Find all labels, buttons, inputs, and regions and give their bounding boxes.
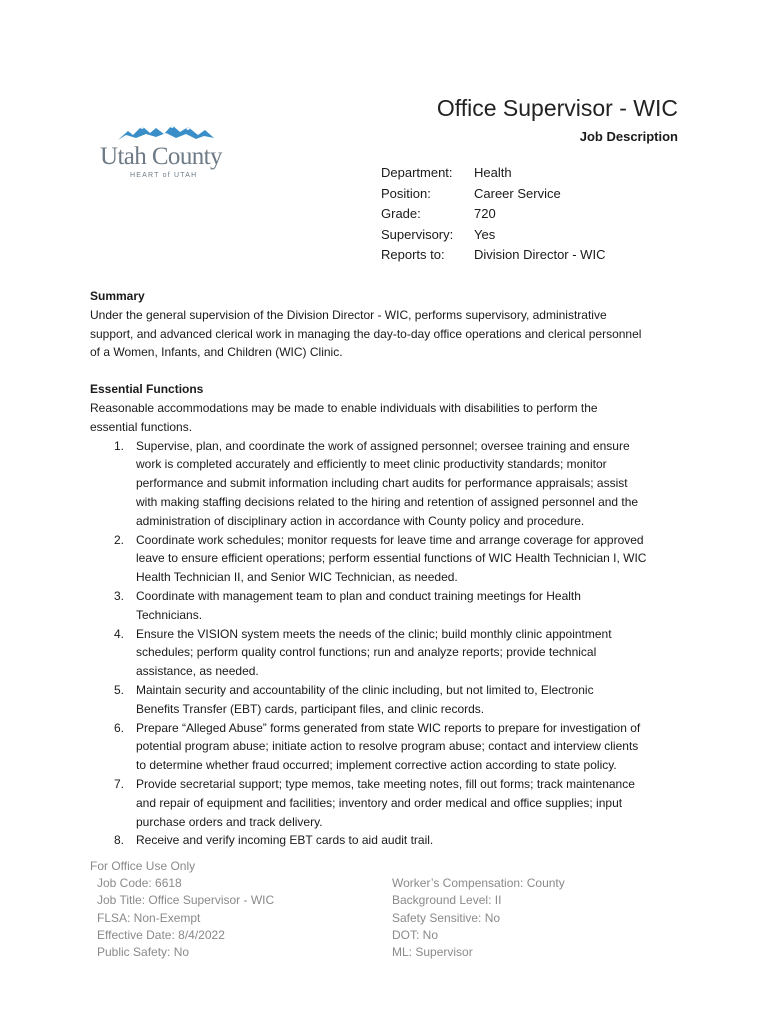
function-line: Benefits Transfer (EBT) cards, participant files, and clinic records. [136,701,485,716]
office-field: Background Level: II [392,893,502,908]
function-item [90,625,690,681]
function-line: Provide secretarial support; type memos, take meeting notes, fill out forms; track maintenance [136,776,635,791]
meta-value: 720 [474,206,496,221]
function-line: Prepare “Alleged Abuse” forms generated from state WIC reports to prepare for investigation of [136,720,641,735]
function-line: Coordinate with management team to plan and conduct training meetings for Health [136,588,581,603]
function-item [90,831,690,850]
office-field: Job Code: 6618 [97,876,182,891]
office-use-heading: For Office Use Only [90,859,196,873]
logo-tagline: HEART of UTAH [130,172,198,179]
meta-label: Supervisory: [381,226,454,242]
utah-county-logo [100,122,232,180]
meta-row [381,163,605,184]
function-number: 4. [113,626,124,641]
function-item [90,719,690,775]
office-field: Safety Sensitive: No [392,910,501,925]
function-number: 2. [113,532,124,547]
function-item [90,775,690,831]
function-item [90,681,690,719]
function-line: Maintain security and accountability of the clinic including, but not limited to, Electronic [136,682,594,697]
meta-label: Position: [381,185,431,201]
essential-functions-list [90,437,690,851]
office-use-section [90,858,565,961]
office-field: DOT: No [392,927,439,942]
meta-value: Yes [474,226,496,242]
function-line: Ensure the VISION system meets the needs of the clinic; build monthly clinic appointment [136,626,612,641]
summary-line: of a Women, Infants, and Children (WIC) Clinic. [90,345,343,360]
office-use-right [392,875,565,961]
function-line: to determine whether fraud occurred; implement corrective action according to state policy. [136,758,617,773]
function-number: 7. [113,776,124,791]
function-line: Health Technician II, and Senior WIC Technician, as needed. [136,570,458,585]
summary-line: Under the general supervision of the Division Director - WIC, performs supervisory, administrative [90,307,607,322]
meta-label: Grade: [381,206,421,221]
function-item [90,531,690,587]
function-line: work is completed accurately and efficiently to meet clinic productivity standards; monitor [136,457,607,472]
function-line: schedules; perform quality control functions; run and analyze reports; provide technical [136,645,597,660]
meta-value: Career Service [474,185,561,201]
document-body [90,287,690,850]
office-field: Effective Date: 8/4/2022 [97,927,225,942]
office-field: FLSA: Non-Exempt [97,910,201,925]
essential-intro-line: essential functions. [90,419,193,434]
office-field: Worker’s Compensation: County [392,876,565,891]
function-item [90,587,690,625]
essential-intro-line: Reasonable accommodations may be made to enable individuals with disabilities to perform the [90,400,598,415]
meta-value: Division Director - WIC [474,247,606,262]
function-number: 8. [113,833,124,848]
function-line: with making staffing decisions related to the hiring and retention of assigned personnel and the [136,494,639,509]
function-number: 6. [113,720,124,735]
function-item [90,437,690,531]
meta-label: Reports to: [381,247,445,262]
meta-row [381,184,605,205]
office-field: Job Title: Office Supervisor - WIC [97,893,275,908]
function-line: purchase orders and track delivery. [136,814,323,829]
function-line: Technicians. [136,607,203,622]
job-meta [381,163,605,266]
function-number: 5. [113,682,124,697]
summary-heading: Summary [90,289,145,303]
function-number: 3. [113,588,124,603]
function-line: performance and submit information including chart audits for performance appraisals; assist [136,476,628,491]
logo-name: Utah County [100,143,222,170]
function-line: administration of disciplinary action in accordance with County policy and procedure. [136,513,585,528]
meta-label: Department: [381,165,453,180]
office-field: ML: Supervisor [392,945,473,960]
meta-row [381,225,605,246]
meta-row [381,245,605,266]
function-line: potential program abuse; initiate action to resolve program abuse; contact and interview clients [136,739,639,754]
function-line: leave to ensure efficient operations; perform essential functions of WIC Health Technician I, WIC [136,551,647,566]
function-line: Coordinate work schedules; monitor requests for leave time and arrange coverage for approved [136,532,644,547]
function-line: Supervise, plan, and coordinate the work of assigned personnel; oversee training and ensure [136,438,630,453]
office-use-left [97,875,392,961]
office-field: Public Safety: No [97,945,190,960]
essential-functions-heading: Essential Functions [90,382,204,397]
function-number: 1. [113,438,124,453]
function-line: and repair of equipment and facilities; inventory and order medical and office supplies; input [136,795,623,810]
page-subtitle: Job Description [579,129,678,144]
function-line: Receive and verify incoming EBT cards to aid audit trail. [136,833,434,848]
summary-line: support, and advanced clerical work in managing the day-to-day office operations and clerical personnel [90,326,642,341]
meta-value: Health [474,165,512,180]
function-line: assistance, as needed. [136,664,259,679]
meta-row [381,204,605,225]
page-title: Office Supervisor - WIC [436,95,678,121]
